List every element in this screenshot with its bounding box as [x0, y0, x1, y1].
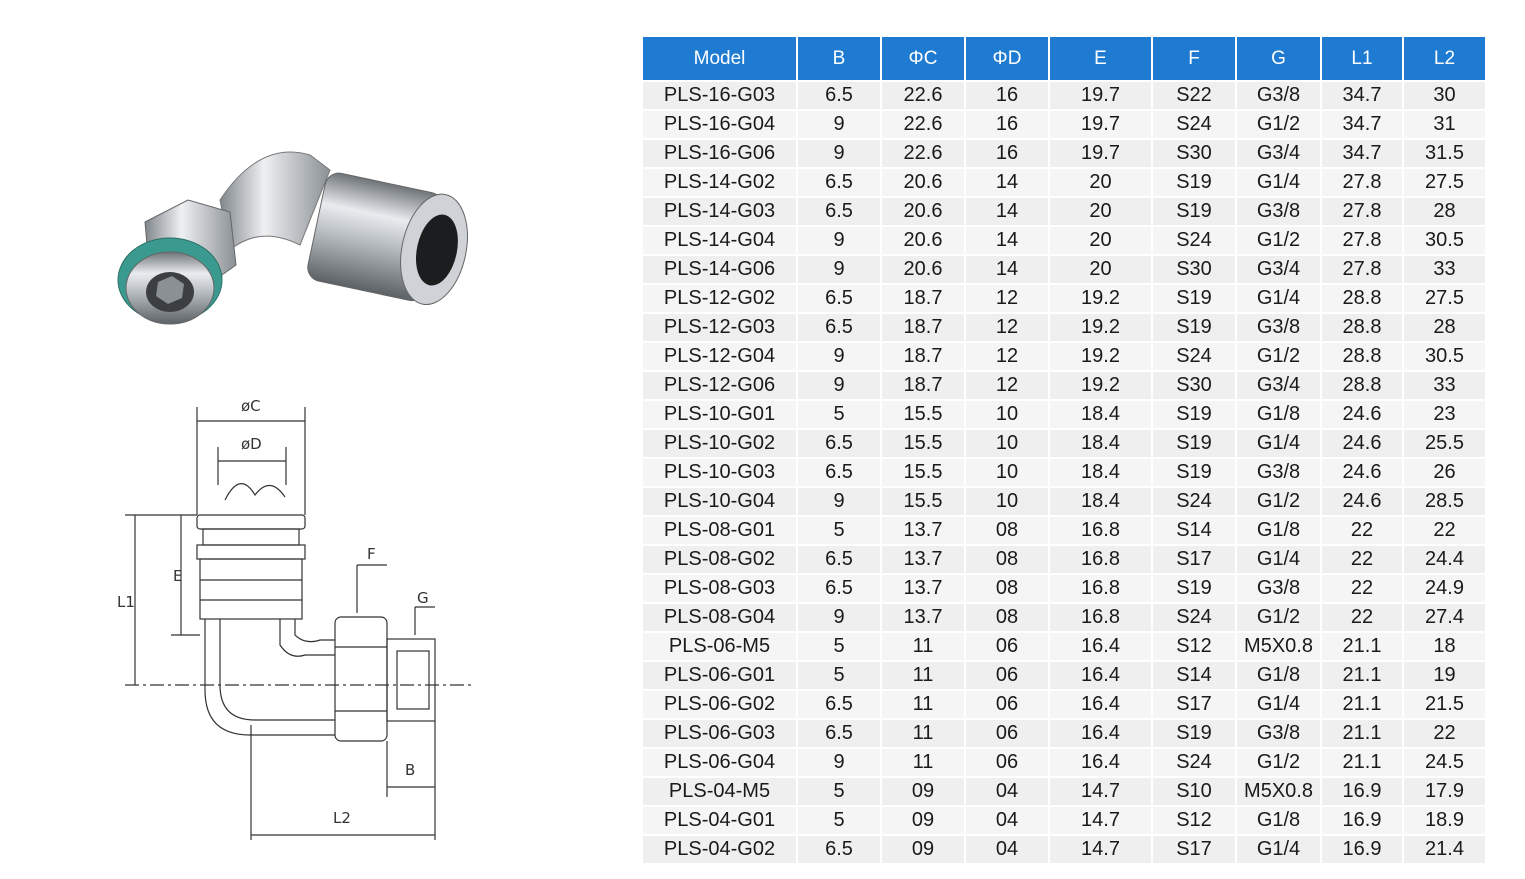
- table-cell: G1/4: [1237, 544, 1322, 573]
- table-cell: PLS-06-G04: [643, 747, 798, 776]
- table-cell: S24: [1153, 486, 1237, 515]
- table-cell: 06: [966, 747, 1050, 776]
- table-cell: G1/2: [1237, 225, 1322, 254]
- table-cell: 16.8: [1050, 602, 1153, 631]
- table-cell: S19: [1153, 573, 1237, 602]
- table-cell: 18: [1404, 631, 1485, 660]
- col-header: E: [1050, 37, 1153, 80]
- table-cell: G3/8: [1237, 312, 1322, 341]
- table-cell: 14: [966, 167, 1050, 196]
- table-cell: G3/8: [1237, 718, 1322, 747]
- table-cell: 28.8: [1322, 370, 1404, 399]
- table-cell: G1/2: [1237, 486, 1322, 515]
- table-cell: 22: [1322, 602, 1404, 631]
- table-cell: 12: [966, 370, 1050, 399]
- table-cell: 18.7: [882, 283, 966, 312]
- table-row: [643, 80, 1485, 109]
- col-header: L2: [1404, 37, 1485, 80]
- col-header: ΦC: [882, 37, 966, 80]
- table-cell: 16.4: [1050, 631, 1153, 660]
- table-cell: 12: [966, 312, 1050, 341]
- header-row: [643, 37, 1485, 80]
- table-cell: 28.8: [1322, 312, 1404, 341]
- table-cell: 20.6: [882, 225, 966, 254]
- table-row: [643, 196, 1485, 225]
- table-cell: 15.5: [882, 399, 966, 428]
- table-cell: G1/8: [1237, 805, 1322, 834]
- table-cell: 20.6: [882, 167, 966, 196]
- table-cell: 5: [798, 660, 882, 689]
- table-cell: 06: [966, 718, 1050, 747]
- table-cell: G1/2: [1237, 341, 1322, 370]
- table-cell: S17: [1153, 544, 1237, 573]
- table-cell: 28.8: [1322, 283, 1404, 312]
- table-cell: S19: [1153, 718, 1237, 747]
- table-cell: 19.7: [1050, 109, 1153, 138]
- table-cell: G3/8: [1237, 196, 1322, 225]
- table-cell: 11: [882, 631, 966, 660]
- table-cell: 12: [966, 283, 1050, 312]
- table-cell: 10: [966, 486, 1050, 515]
- table-cell: 5: [798, 515, 882, 544]
- table-row: [643, 544, 1485, 573]
- table-cell: 28: [1404, 312, 1485, 341]
- table-cell: 16.4: [1050, 660, 1153, 689]
- spec-table: [643, 37, 1485, 863]
- table-cell: S17: [1153, 834, 1237, 863]
- table-row: [643, 573, 1485, 602]
- table-cell: G1/4: [1237, 167, 1322, 196]
- col-header: B: [798, 37, 882, 80]
- table-row: [643, 138, 1485, 167]
- table-cell: 08: [966, 515, 1050, 544]
- table-cell: PLS-08-G04: [643, 602, 798, 631]
- table-cell: 27.8: [1322, 167, 1404, 196]
- table-cell: PLS-12-G02: [643, 283, 798, 312]
- table-cell: 6.5: [798, 689, 882, 718]
- table-row: [643, 399, 1485, 428]
- table-cell: S24: [1153, 602, 1237, 631]
- table-cell: 6.5: [798, 834, 882, 863]
- table-cell: 28.8: [1322, 341, 1404, 370]
- table-cell: 13.7: [882, 602, 966, 631]
- table-row: [643, 283, 1485, 312]
- table-cell: 20: [1050, 167, 1153, 196]
- table-cell: S24: [1153, 747, 1237, 776]
- table-cell: 04: [966, 776, 1050, 805]
- table-cell: 16: [966, 109, 1050, 138]
- table-cell: 09: [882, 834, 966, 863]
- table-cell: 18.4: [1050, 428, 1153, 457]
- table-cell: PLS-06-G02: [643, 689, 798, 718]
- table-cell: 16.4: [1050, 718, 1153, 747]
- table-cell: 34.7: [1322, 138, 1404, 167]
- table-cell: PLS-10-G02: [643, 428, 798, 457]
- table-row: [643, 515, 1485, 544]
- table-cell: 24.6: [1322, 399, 1404, 428]
- table-cell: S12: [1153, 805, 1237, 834]
- table-cell: 16: [966, 80, 1050, 109]
- table-cell: 6.5: [798, 573, 882, 602]
- table-cell: S30: [1153, 254, 1237, 283]
- table-row: [643, 341, 1485, 370]
- col-header: Model: [643, 37, 798, 80]
- table-row: [643, 776, 1485, 805]
- table-cell: S10: [1153, 776, 1237, 805]
- table-cell: G1/2: [1237, 602, 1322, 631]
- table-cell: 6.5: [798, 283, 882, 312]
- dim-label-f: F: [367, 545, 376, 563]
- table-cell: PLS-14-G04: [643, 225, 798, 254]
- table-cell: 30: [1404, 80, 1485, 109]
- dim-label-l1: L1: [117, 593, 135, 611]
- table-cell: 16: [966, 138, 1050, 167]
- table-cell: 08: [966, 602, 1050, 631]
- table-cell: 27.8: [1322, 254, 1404, 283]
- table-row: [643, 660, 1485, 689]
- table-cell: 20.6: [882, 254, 966, 283]
- table-cell: G1/2: [1237, 109, 1322, 138]
- table-cell: 19.7: [1050, 138, 1153, 167]
- table-cell: S19: [1153, 312, 1237, 341]
- table-cell: G1/4: [1237, 689, 1322, 718]
- table-cell: 12: [966, 341, 1050, 370]
- table-cell: 5: [798, 776, 882, 805]
- dim-label-c: øC: [241, 397, 261, 415]
- table-cell: 18.7: [882, 370, 966, 399]
- col-header: L1: [1322, 37, 1404, 80]
- table-cell: 20: [1050, 196, 1153, 225]
- table-cell: PLS-16-G03: [643, 80, 798, 109]
- table-cell: S30: [1153, 138, 1237, 167]
- table-cell: 19.2: [1050, 341, 1153, 370]
- table-cell: 9: [798, 254, 882, 283]
- table-cell: 6.5: [798, 80, 882, 109]
- table-row: [643, 167, 1485, 196]
- table-cell: 26: [1404, 457, 1485, 486]
- table-row: [643, 457, 1485, 486]
- table-cell: 16.9: [1322, 805, 1404, 834]
- table-cell: 6.5: [798, 196, 882, 225]
- table-cell: PLS-14-G03: [643, 196, 798, 225]
- table-cell: PLS-14-G02: [643, 167, 798, 196]
- table-cell: 33: [1404, 254, 1485, 283]
- table-cell: 19.2: [1050, 370, 1153, 399]
- dim-label-l2: L2: [333, 809, 351, 827]
- table-cell: S19: [1153, 399, 1237, 428]
- table-cell: PLS-12-G06: [643, 370, 798, 399]
- table-cell: 18.7: [882, 312, 966, 341]
- table-cell: 6.5: [798, 718, 882, 747]
- table-row: [643, 718, 1485, 747]
- table-cell: 21.1: [1322, 718, 1404, 747]
- table-cell: G1/4: [1237, 834, 1322, 863]
- dim-label-d: øD: [241, 435, 262, 453]
- table-cell: 22: [1322, 573, 1404, 602]
- table-cell: PLS-08-G02: [643, 544, 798, 573]
- table-cell: 30.5: [1404, 341, 1485, 370]
- table-cell: S17: [1153, 689, 1237, 718]
- table-cell: PLS-12-G04: [643, 341, 798, 370]
- table-cell: 06: [966, 689, 1050, 718]
- table-cell: 18.4: [1050, 457, 1153, 486]
- table-cell: 16.8: [1050, 573, 1153, 602]
- table-cell: M5X0.8: [1237, 776, 1322, 805]
- table-cell: 21.1: [1322, 747, 1404, 776]
- table-cell: G3/4: [1237, 370, 1322, 399]
- table-cell: PLS-06-G01: [643, 660, 798, 689]
- table-cell: 27.5: [1404, 283, 1485, 312]
- table-row: [643, 254, 1485, 283]
- table-cell: 34.7: [1322, 80, 1404, 109]
- table-cell: M5X0.8: [1237, 631, 1322, 660]
- table-cell: PLS-04-M5: [643, 776, 798, 805]
- table-row: [643, 486, 1485, 515]
- table-cell: 6.5: [798, 544, 882, 573]
- table-row: [643, 312, 1485, 341]
- table-cell: S30: [1153, 370, 1237, 399]
- table-cell: 18.7: [882, 341, 966, 370]
- table-cell: 16.8: [1050, 515, 1153, 544]
- table-cell: 22: [1404, 718, 1485, 747]
- table-cell: 14.7: [1050, 834, 1153, 863]
- table-cell: 6.5: [798, 167, 882, 196]
- table-cell: PLS-10-G01: [643, 399, 798, 428]
- table-cell: 9: [798, 109, 882, 138]
- table-cell: S14: [1153, 660, 1237, 689]
- table-cell: 17.9: [1404, 776, 1485, 805]
- table-cell: 14: [966, 196, 1050, 225]
- table-cell: 13.7: [882, 544, 966, 573]
- table-cell: 06: [966, 631, 1050, 660]
- table-cell: S22: [1153, 80, 1237, 109]
- table-cell: G1/2: [1237, 747, 1322, 776]
- dimension-drawing: [105, 385, 490, 845]
- table-cell: S19: [1153, 428, 1237, 457]
- table-cell: PLS-08-G03: [643, 573, 798, 602]
- table-cell: 5: [798, 805, 882, 834]
- table-cell: 16.4: [1050, 689, 1153, 718]
- table-cell: 20: [1050, 225, 1153, 254]
- table-cell: S12: [1153, 631, 1237, 660]
- table-cell: 24.6: [1322, 486, 1404, 515]
- table-cell: S19: [1153, 283, 1237, 312]
- table-cell: 6.5: [798, 457, 882, 486]
- table-cell: 13.7: [882, 573, 966, 602]
- table-cell: 10: [966, 457, 1050, 486]
- table-cell: 13.7: [882, 515, 966, 544]
- table-cell: 10: [966, 428, 1050, 457]
- table-row: [643, 689, 1485, 718]
- dim-label-e: E: [173, 567, 183, 585]
- table-cell: G3/4: [1237, 254, 1322, 283]
- table-cell: 9: [798, 747, 882, 776]
- table-cell: 22.6: [882, 80, 966, 109]
- table-cell: 24.5: [1404, 747, 1485, 776]
- table-cell: 14: [966, 225, 1050, 254]
- dim-label-b: B: [405, 761, 416, 779]
- table-cell: PLS-16-G04: [643, 109, 798, 138]
- table-cell: 20.6: [882, 196, 966, 225]
- table-cell: PLS-12-G03: [643, 312, 798, 341]
- col-header: G: [1237, 37, 1322, 80]
- col-header: F: [1153, 37, 1237, 80]
- table-cell: 5: [798, 399, 882, 428]
- table-cell: 19: [1404, 660, 1485, 689]
- table-row: [643, 370, 1485, 399]
- table-cell: PLS-04-G01: [643, 805, 798, 834]
- table-cell: 04: [966, 805, 1050, 834]
- table-cell: 23: [1404, 399, 1485, 428]
- table-cell: 11: [882, 718, 966, 747]
- table-cell: 14.7: [1050, 805, 1153, 834]
- dim-label-g: G: [417, 589, 429, 607]
- table-cell: 21.1: [1322, 689, 1404, 718]
- table-cell: G1/8: [1237, 399, 1322, 428]
- table-cell: 27.8: [1322, 225, 1404, 254]
- table-cell: 33: [1404, 370, 1485, 399]
- table-cell: 9: [798, 225, 882, 254]
- table-cell: S14: [1153, 515, 1237, 544]
- table-cell: 19.2: [1050, 312, 1153, 341]
- table-cell: 08: [966, 544, 1050, 573]
- table-cell: S19: [1153, 196, 1237, 225]
- table-cell: 5: [798, 631, 882, 660]
- table-cell: PLS-14-G06: [643, 254, 798, 283]
- table-cell: PLS-08-G01: [643, 515, 798, 544]
- table-cell: 06: [966, 660, 1050, 689]
- table-cell: 22.6: [882, 138, 966, 167]
- table-cell: 11: [882, 747, 966, 776]
- table-cell: 18.4: [1050, 399, 1153, 428]
- table-cell: PLS-10-G03: [643, 457, 798, 486]
- table-cell: 27.4: [1404, 602, 1485, 631]
- table-cell: 24.9: [1404, 573, 1485, 602]
- table-cell: 15.5: [882, 486, 966, 515]
- table-row: [643, 805, 1485, 834]
- table-row: [643, 225, 1485, 254]
- table-cell: 20: [1050, 254, 1153, 283]
- table-cell: 19.7: [1050, 80, 1153, 109]
- table-cell: PLS-06-M5: [643, 631, 798, 660]
- table-cell: 25.5: [1404, 428, 1485, 457]
- table-cell: S24: [1153, 341, 1237, 370]
- table-cell: 9: [798, 602, 882, 631]
- table-cell: 22.6: [882, 109, 966, 138]
- table-cell: 31: [1404, 109, 1485, 138]
- table-cell: 16.9: [1322, 834, 1404, 863]
- table-cell: 6.5: [798, 312, 882, 341]
- table-cell: 10: [966, 399, 1050, 428]
- table-row: [643, 631, 1485, 660]
- table-row: [643, 428, 1485, 457]
- table-cell: 08: [966, 573, 1050, 602]
- table-cell: 22: [1322, 515, 1404, 544]
- table-cell: 09: [882, 776, 966, 805]
- table-cell: 27.8: [1322, 196, 1404, 225]
- table-cell: G1/4: [1237, 428, 1322, 457]
- table-cell: 18.4: [1050, 486, 1153, 515]
- table-cell: G1/4: [1237, 283, 1322, 312]
- table-cell: 11: [882, 660, 966, 689]
- table-cell: 28.5: [1404, 486, 1485, 515]
- table-cell: 9: [798, 341, 882, 370]
- table-cell: G3/8: [1237, 573, 1322, 602]
- table-cell: PLS-10-G04: [643, 486, 798, 515]
- table-cell: 14: [966, 254, 1050, 283]
- table-cell: 15.5: [882, 457, 966, 486]
- table-cell: PLS-16-G06: [643, 138, 798, 167]
- table-cell: 22: [1322, 544, 1404, 573]
- table-cell: 14.7: [1050, 776, 1153, 805]
- table-cell: 24.4: [1404, 544, 1485, 573]
- table-cell: 16.4: [1050, 747, 1153, 776]
- table-cell: 24.6: [1322, 457, 1404, 486]
- table-cell: 04: [966, 834, 1050, 863]
- table-cell: G1/8: [1237, 515, 1322, 544]
- table-cell: G3/8: [1237, 80, 1322, 109]
- table-cell: 18.9: [1404, 805, 1485, 834]
- table-cell: 16.8: [1050, 544, 1153, 573]
- table-cell: 21.4: [1404, 834, 1485, 863]
- table-row: [643, 602, 1485, 631]
- table-cell: 15.5: [882, 428, 966, 457]
- col-header: ΦD: [966, 37, 1050, 80]
- table-cell: 22: [1404, 515, 1485, 544]
- table-cell: 21.1: [1322, 660, 1404, 689]
- table-cell: 28: [1404, 196, 1485, 225]
- table-cell: PLS-04-G02: [643, 834, 798, 863]
- table-row: [643, 747, 1485, 776]
- table-cell: 24.6: [1322, 428, 1404, 457]
- table-cell: 31.5: [1404, 138, 1485, 167]
- table-cell: 09: [882, 805, 966, 834]
- table-cell: 16.9: [1322, 776, 1404, 805]
- table-cell: S24: [1153, 225, 1237, 254]
- product-photo: [110, 130, 490, 360]
- table-cell: 6.5: [798, 428, 882, 457]
- table-cell: G1/8: [1237, 660, 1322, 689]
- table-cell: G3/4: [1237, 138, 1322, 167]
- table-cell: S19: [1153, 167, 1237, 196]
- table-cell: 34.7: [1322, 109, 1404, 138]
- table-cell: 9: [798, 138, 882, 167]
- table-cell: S24: [1153, 109, 1237, 138]
- table-cell: 19.2: [1050, 283, 1153, 312]
- table-cell: 30.5: [1404, 225, 1485, 254]
- table-cell: 9: [798, 370, 882, 399]
- table-row: [643, 109, 1485, 138]
- table-cell: 9: [798, 486, 882, 515]
- table-cell: 21.1: [1322, 631, 1404, 660]
- table-row: [643, 834, 1485, 863]
- table-cell: PLS-06-G03: [643, 718, 798, 747]
- table-cell: 11: [882, 689, 966, 718]
- table-cell: G3/8: [1237, 457, 1322, 486]
- table-cell: 21.5: [1404, 689, 1485, 718]
- table-cell: 27.5: [1404, 167, 1485, 196]
- table-cell: S19: [1153, 457, 1237, 486]
